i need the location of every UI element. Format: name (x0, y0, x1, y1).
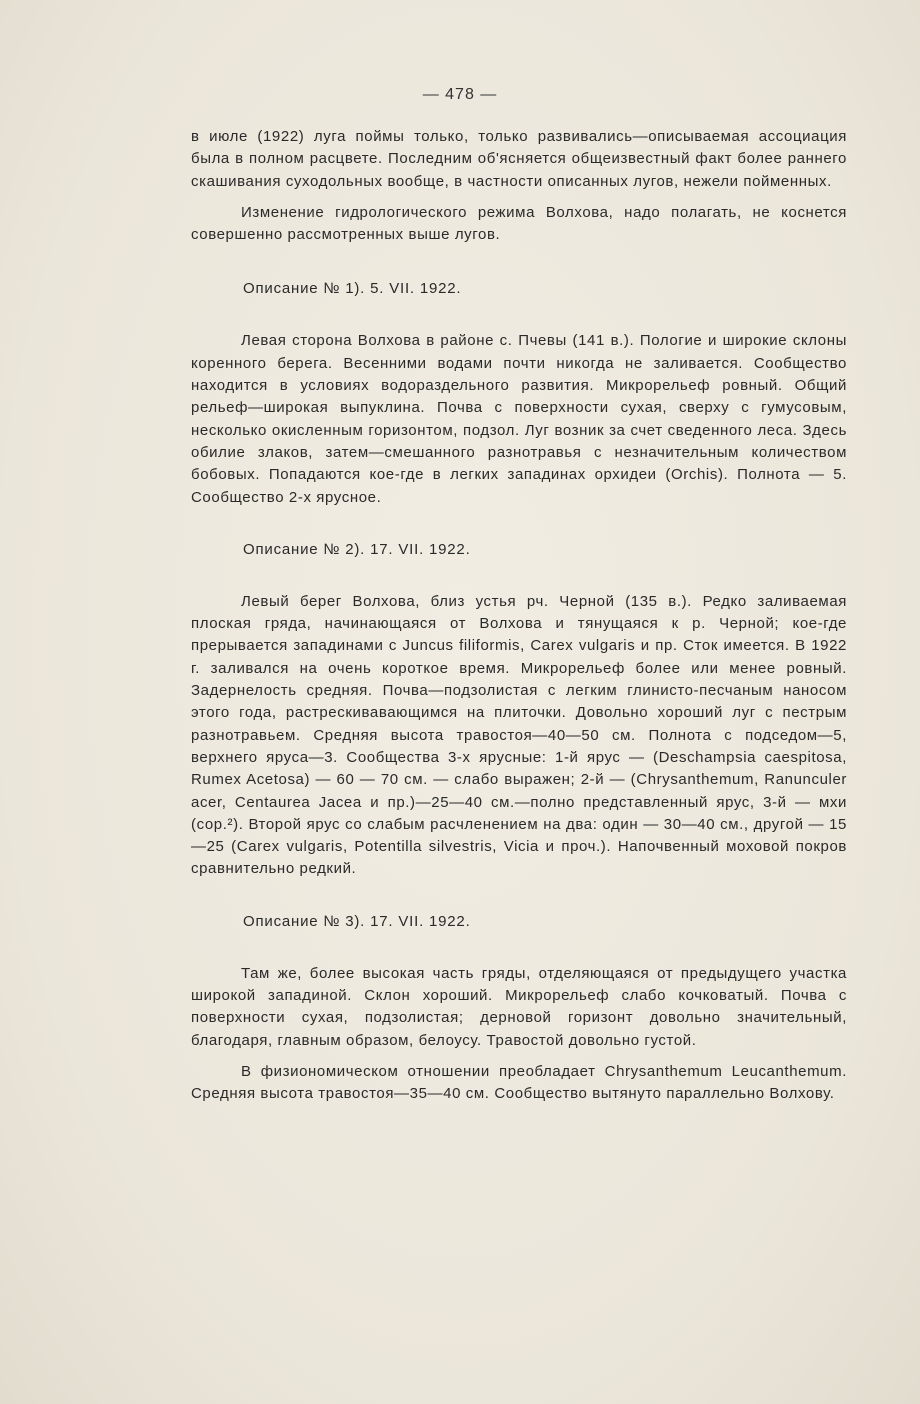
paragraph-hydrology: Изменение гидрологического режима Волхова, надо полагать, не коснется совершенно рассмотренных выше лугов. (191, 203, 847, 244)
paragraph-continuation: в июле (1922) луга поймы только, только развивались—описываемая ассоциация была в полном расцвете. Последним об'ясняется общеизвестный факт более раннего скашивания суходольных вообще, в частности описанных лугов, нежели пойменных. (191, 128, 847, 190)
paragraph-description-2: Левый берег Волхова, близ устья рч. Черной (135 в.). Редко заливаемая плоская гряда, начинающаяся от Волхова и тянущаяся к р. Черной; кое-где прерывается западинами с Juncus filiformis, Carex vulgaris и пр. Сток имеется. В 1922 г. заливался на очень короткое время. Микрорельеф более или менее ровный. Задернелость средняя. Почва—подзолистая с легким глинисто-песчаным наносом этого года, растрескивавающимся на плиточки. Довольно хороший луг с пестрым разнотравьем. Средняя высота травостоя—40—50 см. Полнота с подседом—5, верхнего яруса—3. Сообщества 3-х ярусные: 1-й ярус — (Deschampsia caespitosa, Rumex Acetosa) — 60 — 70 см. — слабо выражен; 2-й — (Chrysanthemum, Ranunculer acer, Centaurea Jacea и пр.)—25—40 см.—полно представленный ярус, 3-й — мхи (сор.²). Второй ярус со слабым расчленением на два: один — 30—40 см., другой — 15—25 (Carex vulgaris, Potentilla silvestris, Vicia и проч.). Напочвенный моховой покров сравнительно редкий. (191, 592, 847, 878)
paragraph-physiognomy: В физиономическом отношении преобладает Chrysanthemum Leucanthemum. Средняя высота травостоя—35—40 см. Сообщество вытянуто параллельно Волхову. (191, 1062, 847, 1103)
paragraph-description-1: Левая сторона Волхова в районе с. Пчевы (141 в.). Пологие и широкие склоны коренного берега. Весенними водами почти никогда не заливается. Сообщество находится в условиях водораздельного развития. Микрорельеф ровный. Общий рельеф—широкая выпуклина. Почва с поверхности сухая, сверху с гумусовым, несколько окисленным горизонтом, подзол. Луг возник за счет сведенного леса. Здесь обилие злаков, затем—смешанного разнотравья с незначительным количеством бобовых. Попадаются кое-где в легких западинах орхидеи (Orchis). Полнота — 5. Сообщество 2-х ярусное. (191, 332, 847, 506)
heading-description-2: Описание № 2). 17. VII. 1922. (243, 540, 471, 558)
page-text (191, 126, 847, 1106)
page-number: — 478 — (422, 86, 498, 103)
heading-description-1: Описание № 1). 5. VII. 1922. (243, 280, 462, 298)
heading-description-3: Описание № 3). 17. VII. 1922. (243, 912, 471, 930)
paragraph-description-3: Там же, более высокая часть гряды, отделяющаяся от предыдущего участка широкой западиной. Склон хороший. Микрорельеф слабо кочковатый. Почва с поверхности сухая, подзолистая; дерновой горизонт довольно значительный, благодаря, главным образом, белоусу. Травостой довольно густой. (191, 964, 847, 1049)
